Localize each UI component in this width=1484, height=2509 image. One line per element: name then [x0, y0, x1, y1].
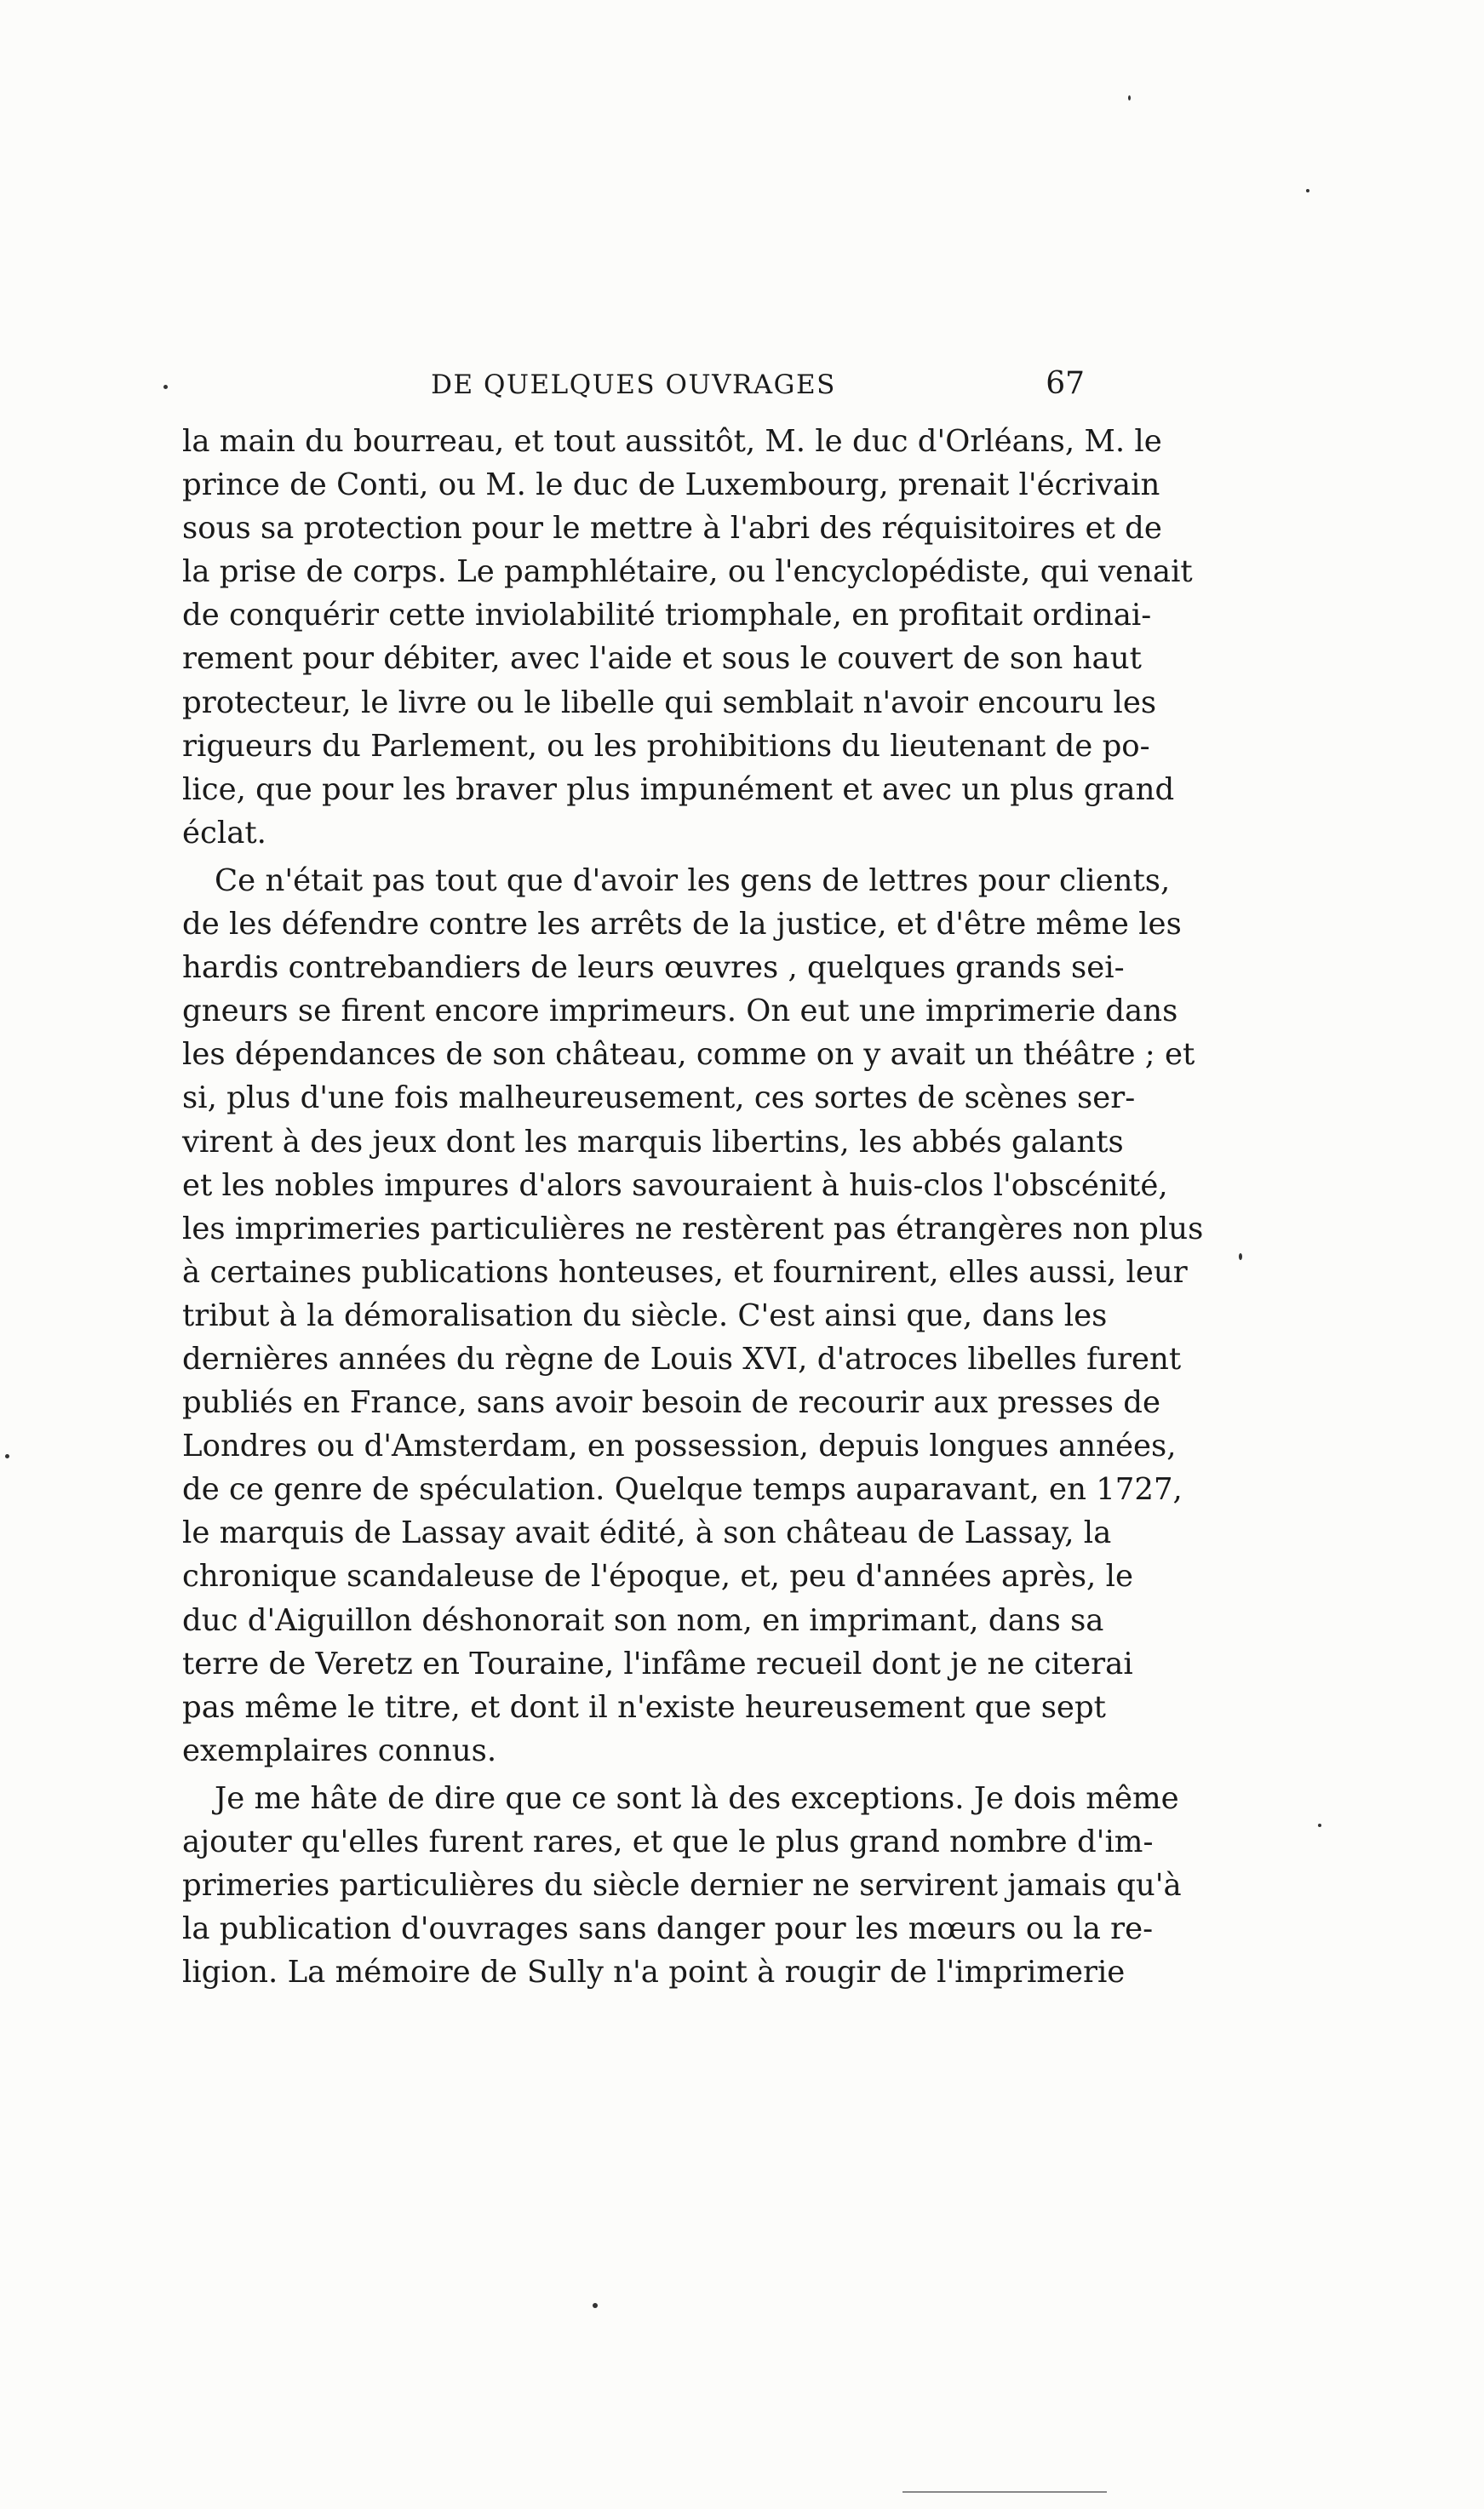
text-line: la publication d'ouvrages sans danger pour les mœurs ou la re-: [182, 1911, 1154, 1947]
text-line: ajouter qu'elles furent rares, et que le plus grand nombre d'im-: [182, 1824, 1154, 1859]
paragraph-3: [182, 1777, 1182, 1994]
page-number: 67: [1046, 366, 1085, 401]
running-title: DE QUELQUES OUVRAGES: [431, 369, 836, 400]
text-line: la main du bourreau, et tout aussitôt, M. le duc d'Orléans, M. le: [182, 424, 1162, 459]
text-line: Ce n'était pas tout que d'avoir les gens de lettres pour clients,: [215, 862, 1171, 898]
print-speck: [1239, 1253, 1242, 1260]
text-line: les imprimeries particulières ne restèrent pas étrangères non plus: [182, 1211, 1204, 1246]
text-line: si, plus d'une fois malheureusement, ces sortes de scènes ser-: [182, 1080, 1136, 1116]
print-speck: [1318, 1824, 1321, 1827]
text-line: lice, que pour les braver plus impunément et avec un plus grand: [182, 771, 1175, 807]
text-line: gneurs se firent encore imprimeurs. On eut une imprimerie dans: [182, 994, 1178, 1029]
text-line: exemplaires connus.: [182, 1733, 497, 1768]
text-line: sous sa protection pour le mettre à l'abri des réquisitoires et de: [182, 511, 1162, 547]
text-line: de les défendre contre les arrêts de la justice, et d'être même les: [182, 907, 1182, 942]
print-speck: [163, 385, 168, 389]
text-line: primeries particulières du siècle dernier ne servirent jamais qu'à: [182, 1868, 1182, 1904]
text-line: prince de Conti, ou M. le duc de Luxembourg, prenait l'écrivain: [182, 467, 1160, 503]
text-line: de ce genre de spéculation. Quelque temps auparavant, en 1727,: [182, 1472, 1183, 1508]
print-speck: [1128, 95, 1131, 100]
text-line: rigueurs du Parlement, ou les prohibitions du lieutenant de po-: [182, 728, 1150, 764]
text-line: protecteur, le livre ou le libelle qui semblait n'avoir encouru les: [182, 685, 1157, 720]
text-line: de conquérir cette inviolabilité triomphale, en profitait ordinai-: [182, 598, 1152, 633]
print-speck: [5, 1454, 9, 1458]
text-line: le marquis de Lassay avait édité, à son château de Lassay, la: [182, 1515, 1112, 1551]
text-line: rement pour débiter, avec l'aide et sous le couvert de son haut: [182, 641, 1142, 677]
text-line: duc d'Aiguillon déshonorait son nom, en imprimant, dans sa: [182, 1602, 1104, 1638]
text-line: Je me hâte de dire que ce sont là des exceptions. Je dois même: [215, 1780, 1179, 1816]
text-line: Londres ou d'Amsterdam, en possession, depuis longues années,: [182, 1429, 1177, 1464]
text-line: tribut à la démoralisation du siècle. C'est ainsi que, dans les: [182, 1297, 1108, 1333]
text-line: hardis contrebandiers de leurs œuvres , quelques grands sei-: [182, 950, 1125, 986]
text-line: virent à des jeux dont les marquis libertins, les abbés galants: [182, 1124, 1124, 1160]
running-head: [182, 366, 1085, 409]
text-line: éclat.: [182, 815, 266, 851]
text-line: la prise de corps. Le pamphlétaire, ou l'encyclopédiste, qui venait: [182, 554, 1193, 590]
text-line: à certaines publications honteuses, et fournirent, elles aussi, leur: [182, 1254, 1188, 1290]
text-line: publiés en France, sans avoir besoin de recourir aux presses de: [182, 1385, 1160, 1421]
text-line: les dépendances de son château, comme on y avait un théâtre ; et: [182, 1037, 1195, 1073]
text-line: pas même le titre, et dont il n'existe heureusement que sept: [182, 1689, 1106, 1725]
text-line: terre de Veretz en Touraine, l'infâme recueil dont je ne citerai: [182, 1646, 1133, 1681]
print-speck: [593, 2303, 598, 2308]
text-line: chronique scandaleuse de l'époque, et, peu d'années après, le: [182, 1559, 1133, 1595]
print-speck: [902, 2491, 1107, 2493]
print-speck: [1306, 189, 1309, 192]
paragraph-2: [182, 859, 1204, 1773]
text-line: et les nobles impures d'alors savouraient à huis-clos l'obscénité,: [182, 1167, 1168, 1203]
paragraph-1: [182, 420, 1193, 855]
text-line: dernières années du règne de Louis XVI, d'atroces libelles furent: [182, 1341, 1182, 1377]
body-text: [182, 420, 1204, 1994]
text-line: ligion. La mémoire de Sully n'a point à rougir de l'imprimerie: [182, 1955, 1126, 1991]
